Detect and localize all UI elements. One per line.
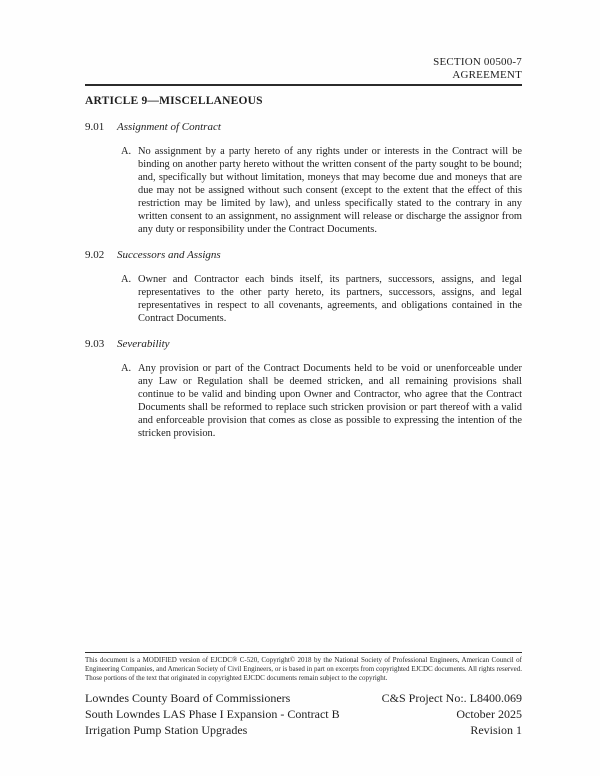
paragraph-text: No assignment by a party hereto of any rights under or interests in the Contract will be binding on another party hereto without the written consent of the party sought to be bound; and, specifically but without limitation, moneys that may become due and moneys that are due may not be assigned without such consent (except to the extent that the effect of this restriction may be limited by law), and unless specifically stated to the contrary in any written consent to an assignment, no assignment will release or discharge the assignor from any duty or responsibility under the Contract Documents.	[138, 146, 522, 235]
page-footer-block	[85, 652, 522, 738]
paragraph-text: Any provision or part of the Contract Documents held to be void or unenforceable under any Law or Regulation shall be deemed stricken, and all remaining provisions shall continue to be valid and binding upon Owner and Contractor, who agree that the Contract Documents shall be reformed to replace such stricken provision or part thereof with a valid and enforceable provision that comes as close as possible to expressing the intention of the stricken provision.	[138, 363, 522, 439]
page-header	[85, 0, 522, 82]
header-rule-divider	[85, 84, 522, 86]
footer-project-number: C&S Project No:. L8400.069	[381, 690, 522, 705]
section-title: Severability	[117, 338, 170, 350]
footer-left-column	[85, 690, 340, 738]
header-section-number: SECTION 00500-7	[433, 56, 522, 68]
paragraph-letter: A.	[121, 363, 132, 374]
section-title: Assignment of Contract	[117, 121, 221, 133]
page-content	[85, 0, 522, 440]
section-number: 9.01	[85, 121, 105, 133]
footer-owner-line: Lowndes County Board of Commissioners	[85, 690, 291, 705]
footer-project-line: South Lowndes LAS Phase I Expansion - Contract B	[85, 706, 340, 721]
footer-subproject-line: Irrigation Pump Station Upgrades	[85, 722, 248, 737]
section-number: 9.03	[85, 338, 105, 350]
section-heading	[85, 121, 522, 134]
section-9-03	[85, 338, 522, 440]
paragraph	[121, 362, 522, 440]
paragraph	[121, 145, 522, 236]
footnote-rule-divider	[85, 652, 522, 653]
footer-right-column	[382, 690, 522, 738]
footer-revision: Revision 1	[470, 722, 522, 737]
section-heading	[85, 249, 522, 262]
section-9-01	[85, 121, 522, 236]
copyright-notice: This document is a MODIFIED version of EJCDC® C-520, Copyright© 2018 by the National Society of Professional Engineers, American Council of Engineering Companies, and American Society of Civil Engineers, or is based in part on excerpts from copyrighted EJCDC documents. All rights reserved. Those portions of the text that originated in copyrighted EJCDC documents remain subject to the copyright.	[85, 656, 522, 683]
footer-columns	[85, 690, 522, 738]
header-doc-type: AGREEMENT	[452, 69, 522, 81]
section-title: Successors and Assigns	[117, 249, 221, 261]
article-heading: ARTICLE 9—MISCELLANEOUS	[85, 95, 263, 107]
section-9-02	[85, 249, 522, 325]
section-number: 9.02	[85, 249, 105, 261]
paragraph-letter: A.	[121, 274, 132, 285]
paragraph-letter: A.	[121, 146, 132, 157]
section-heading	[85, 338, 522, 351]
paragraph-text: Owner and Contractor each binds itself, its partners, successors, assigns, and legal representatives to the other party hereto, its partners, successors, assigns, and legal representatives in respect to all covenants, agreements, and obligations contained in the Contract Documents.	[138, 274, 522, 324]
footer-date: October 2025	[456, 706, 522, 721]
paragraph	[121, 273, 522, 325]
